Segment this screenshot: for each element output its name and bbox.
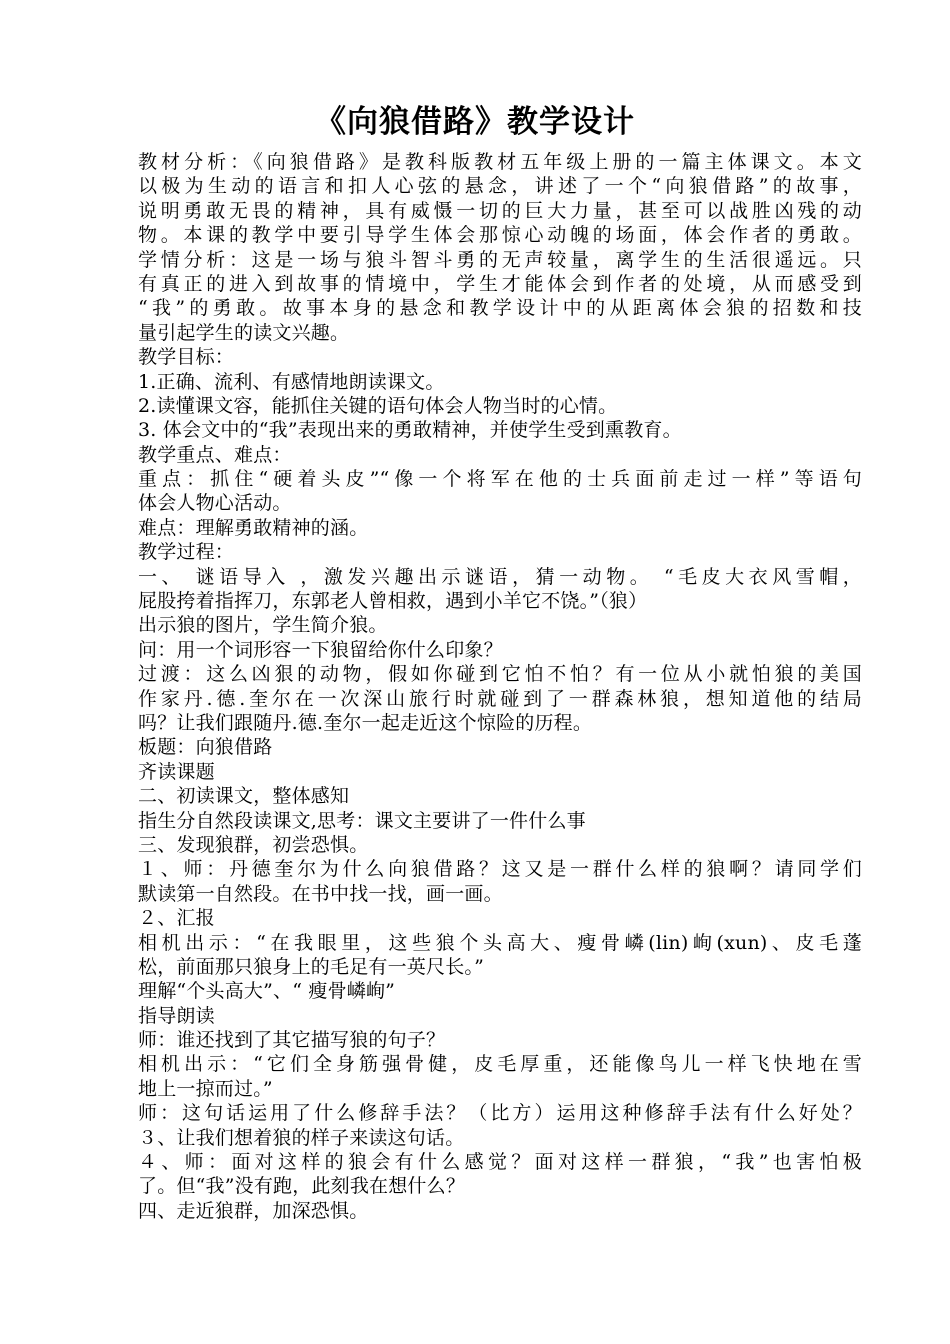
text-line: 1.正确、流利、有感情地朗读课文。	[138, 370, 445, 393]
text-line: 3. 体会文中的“我”表现出来的勇敢精神，并使学生受到熏教育。	[138, 419, 682, 442]
text-line: 地上一掠而过。”	[138, 1077, 273, 1100]
document-body	[138, 150, 862, 1223]
text-line: 作家丹.德.奎尔在一次深山旅行时就碰到了一群森林狼，想知道他的结局	[138, 687, 862, 710]
text-line: 教学过程：	[138, 541, 235, 564]
text-line: 过渡：这么凶狠的动物，假如你碰到它怕不怕？有一位从小就怕狼的美国	[138, 663, 862, 686]
text-line: 板题：向狼借路	[138, 736, 273, 759]
text-line: 难点：理解勇敢精神的涵。	[138, 516, 369, 539]
text-line: ２、汇报	[138, 907, 215, 930]
text-line: 以极为生动的语言和扣人心弦的悬念，讲述了一个“向狼借路”的故事，	[138, 175, 862, 198]
text-line: 物。本课的教学中要引导学生体会那惊心动魄的场面，体会作者的勇敢。	[138, 224, 862, 247]
text-line: 默读第一自然段。在书中找一找，画一画。	[138, 882, 503, 905]
text-line: 相机出示：“在我眼里，这些狼个头高大、瘦骨嶙(lin)峋(xun)、皮毛蓬	[138, 931, 862, 954]
text-line: 有真正的进入到故事的情境中，学生才能体会到作者的处境，从而感受到	[138, 272, 862, 295]
text-line: 出示狼的图片，学生简介狼。	[138, 614, 388, 637]
text-line: 说明勇敢无畏的精神，具有威慑一切的巨大力量，甚至可以战胜凶残的动	[138, 199, 862, 222]
text-line: 相机出示：“它们全身筋强骨健，皮毛厚重，还能像鸟儿一样飞快地在雪	[138, 1053, 862, 1076]
text-line: ４、师：面对这样的狼会有什么感觉？面对这样一群狼，“我”也害怕极	[138, 1151, 862, 1174]
text-line: 一、 谜语导入 ，激发兴趣出示谜语，猜一动物。 “毛皮大衣风雪帽，	[138, 565, 862, 588]
text-line: 师：这句话运用了什么修辞手法？（比方）运用这种修辞手法有什么好处？	[138, 1102, 862, 1125]
text-line: 教材分析：《向狼借路》是教科版教材五年级上册的一篇主体课文。本文	[138, 151, 862, 173]
text-line: 学情分析：这是一场与狼斗智斗勇的无声较量，离学生的生活很遥远。只	[138, 248, 862, 271]
text-line: 理解“个头高大”、“ 瘦骨嶙峋”	[138, 980, 396, 1003]
text-line: 齐读课题	[138, 760, 215, 783]
text-line: 四、走近狼群，加深恐惧。	[138, 1199, 369, 1222]
text-line: 二、初读课文，整体感知	[138, 785, 350, 808]
text-line: 松，前面那只狼身上的毛足有一英尺长。”	[138, 955, 485, 978]
text-line: 吗？让我们跟随丹.德.奎尔一起走近这个惊险的历程。	[138, 711, 593, 734]
text-line: 了。但“我”没有跑，此刻我在想什么？	[138, 1175, 466, 1198]
text-line: 体会人物心活动。	[138, 492, 292, 515]
text-line: 屁股挎着指挥刀，东郭老人曾相救，遇到小羊它不饶。”（狼）	[138, 590, 648, 613]
text-line: 教学重点、难点：	[138, 443, 292, 466]
text-line: 问：用一个词形容一下狼留给你什么印象？	[138, 638, 503, 661]
text-line: “我”的勇敢。故事本身的悬念和教学设计中的从距离体会狼的招数和技	[138, 297, 862, 320]
document-title: 《向狼借路》教学设计	[315, 104, 635, 140]
text-line: 指生分自然段读课文,思考：课文主要讲了一件什么事	[138, 809, 586, 832]
text-line: 教学目标：	[138, 346, 235, 369]
text-line: 量引起学生的读文兴趣。	[138, 321, 350, 344]
text-line: 2.读懂课文容，能抓住关键的语句体会人物当时的心情。	[138, 394, 618, 417]
text-line: ３、让我们想着狼的样子来读这句话。	[138, 1126, 465, 1149]
text-line: 指导朗读	[138, 1004, 215, 1027]
text-line: 重点：抓住“硬着头皮”“像一个将军在他的士兵面前走过一样”等语句	[138, 468, 862, 491]
text-line: 三、发现狼群，初尝恐惧。	[138, 833, 369, 856]
text-line: 师：谁还找到了其它描写狼的句子？	[138, 1029, 446, 1052]
text-line: １、师：丹德奎尔为什么向狼借路？这又是一群什么样的狼啊？请同学们	[138, 858, 862, 881]
